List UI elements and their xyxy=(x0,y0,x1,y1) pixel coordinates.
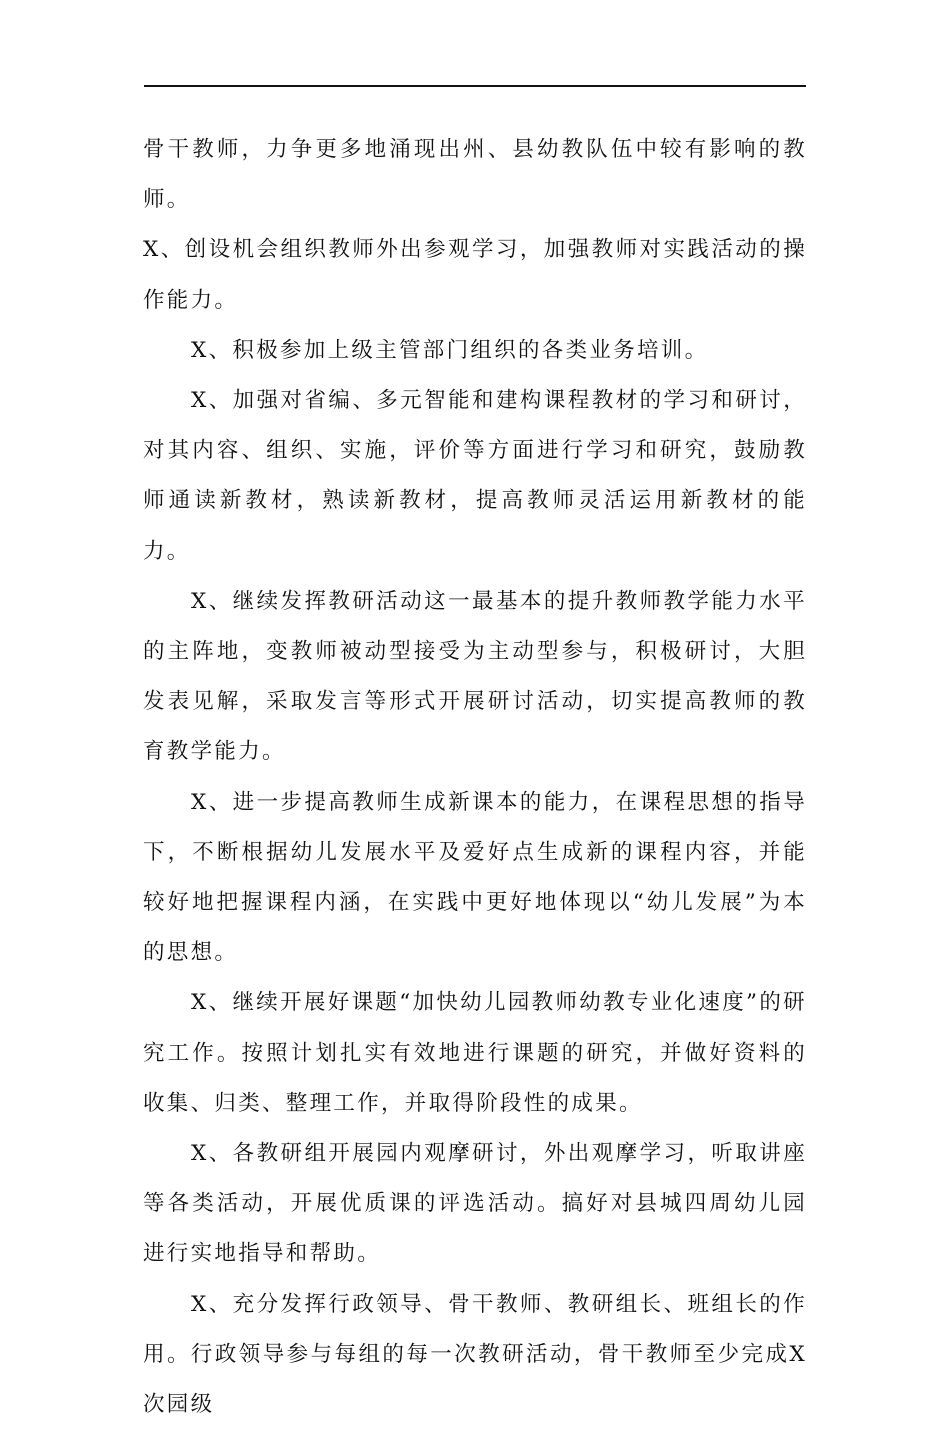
paragraph: X、加强对省编、多元智能和建构课程教材的学习和研讨，对其内容、组织、实施，评价等方面进行学习和研究，鼓励教师通读新教材，熟读新教材，提高教师灵活运用新教材的能力。 xyxy=(143,388,807,564)
paragraph: X、继续开展好课题“加快幼儿园教师幼教专业化速度”的研究工作。按照计划扎实有效地进行课题的研究，并做好资料的收集、归类、整理工作，并取得阶段性的成果。 xyxy=(143,990,807,1116)
paragraph: X、创设机会组织教师外出参观学习，加强教师对实践活动的操作能力。 xyxy=(143,237,807,313)
paragraph: X、进一步提高教师生成新课本的能力，在课程思想的指导下，不断根据幼儿发展水平及爱好点生成新的课程内容，并能较好地把握课程内涵，在实践中更好地体现以“幼儿发展”为本的思想。 xyxy=(143,789,807,966)
document-body xyxy=(143,125,807,1430)
paragraph: X、积极参加上级主管部门组织的各类业务培训。 xyxy=(191,337,709,363)
paragraph: 骨干教师，力争更多地涌现出州、县幼教队伍中较有影响的教师。 xyxy=(143,137,807,213)
paragraph: X、继续发挥教研活动这一最基本的提升教师教学能力水平的主阵地，变教师被动型接受为主动型参与，积极研讨，大胆发表见解，采取发言等形式开展研讨活动，切实提高教师的教育教学能力。 xyxy=(143,588,807,765)
paragraph: X、各教研组开展园内观摩研讨，外出观摩学习，听取讲座等各类活动，开展优质课的评选活动。搞好对县城四周幼儿园进行实地指导和帮助。 xyxy=(143,1141,807,1267)
paragraph: X、充分发挥行政领导、骨干教师、教研组长、班组长的作用。行政领导参与每组的每一次教研活动，骨干教师至少完成X次园级 xyxy=(143,1291,807,1418)
header-rule xyxy=(144,85,806,87)
